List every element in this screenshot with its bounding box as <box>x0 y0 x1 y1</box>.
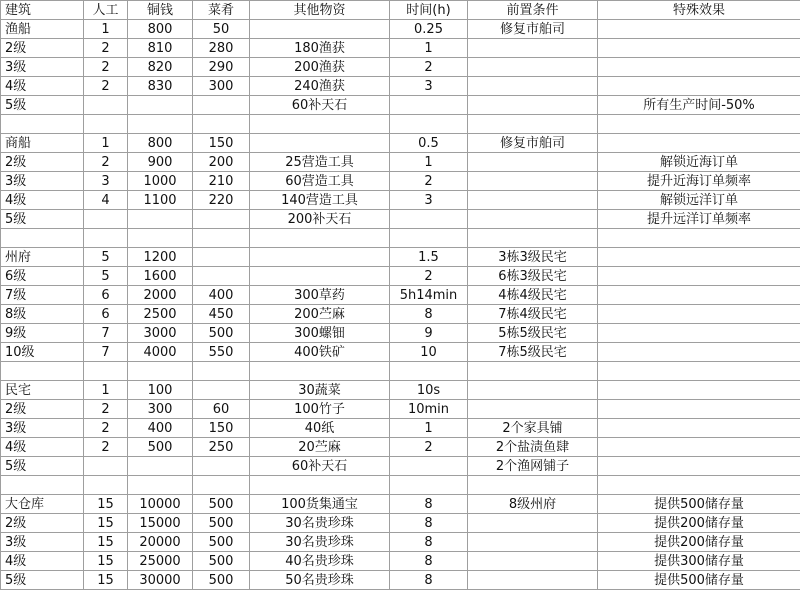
cell-other-materials: 60补天石 <box>250 457 390 476</box>
cell-special-effect <box>598 229 800 248</box>
cell-labor: 1 <box>84 381 128 400</box>
cell-time: 10 <box>390 343 468 362</box>
header-prerequisite: 前置条件 <box>468 1 598 20</box>
cell-prerequisite <box>468 229 598 248</box>
cell-other-materials <box>250 267 390 286</box>
cell-other-materials: 25营造工具 <box>250 153 390 172</box>
table-row <box>1 514 800 533</box>
cell-prerequisite <box>468 115 598 134</box>
cell-copper: 20000 <box>128 533 193 552</box>
table-row <box>1 134 800 153</box>
cell-special-effect <box>598 39 800 58</box>
cell-building: 6级 <box>1 267 84 286</box>
cell-copper: 900 <box>128 153 193 172</box>
cell-time: 5h14min <box>390 286 468 305</box>
cell-special-effect <box>598 305 800 324</box>
cell-copper: 300 <box>128 400 193 419</box>
cell-special-effect <box>598 381 800 400</box>
cell-labor: 7 <box>84 324 128 343</box>
cell-labor: 6 <box>84 305 128 324</box>
cell-other-materials: 40名贵珍珠 <box>250 552 390 571</box>
cell-time: 2 <box>390 58 468 77</box>
cell-labor: 15 <box>84 495 128 514</box>
cell-special-effect: 提升近海订单频率 <box>598 172 800 191</box>
cell-building: 5级 <box>1 571 84 590</box>
cell-special-effect <box>598 362 800 381</box>
cell-prerequisite <box>468 514 598 533</box>
cell-time: 8 <box>390 571 468 590</box>
spacer-row <box>1 476 800 495</box>
cell-time: 2 <box>390 172 468 191</box>
table-row <box>1 248 800 267</box>
cell-copper: 500 <box>128 438 193 457</box>
cell-time: 8 <box>390 552 468 571</box>
table-row <box>1 77 800 96</box>
cell-food: 300 <box>193 77 250 96</box>
cell-copper: 830 <box>128 77 193 96</box>
cell-other-materials: 60补天石 <box>250 96 390 115</box>
cell-food: 450 <box>193 305 250 324</box>
cell-time: 0.5 <box>390 134 468 153</box>
cell-other-materials: 30名贵珍珠 <box>250 533 390 552</box>
cell-building: 4级 <box>1 552 84 571</box>
cell-special-effect: 提供300储存量 <box>598 552 800 571</box>
header-building: 建筑 <box>1 1 84 20</box>
cell-time <box>390 96 468 115</box>
cell-special-effect: 所有生产时间-50% <box>598 96 800 115</box>
cell-building: 7级 <box>1 286 84 305</box>
cell-other-materials: 180渔获 <box>250 39 390 58</box>
cell-prerequisite: 2个家具铺 <box>468 419 598 438</box>
cell-special-effect <box>598 115 800 134</box>
cell-building: 4级 <box>1 77 84 96</box>
cell-food <box>193 115 250 134</box>
cell-time: 8 <box>390 495 468 514</box>
table-row <box>1 400 800 419</box>
cell-prerequisite <box>468 362 598 381</box>
cell-time: 8 <box>390 533 468 552</box>
table-row <box>1 58 800 77</box>
cell-copper <box>128 229 193 248</box>
table-row <box>1 457 800 476</box>
cell-prerequisite: 6栋3级民宅 <box>468 267 598 286</box>
cell-other-materials: 240渔获 <box>250 77 390 96</box>
cell-food <box>193 476 250 495</box>
cell-labor <box>84 210 128 229</box>
cell-labor: 2 <box>84 400 128 419</box>
cell-other-materials <box>250 20 390 39</box>
cell-building <box>1 476 84 495</box>
cell-special-effect: 解锁近海订单 <box>598 153 800 172</box>
cell-prerequisite: 修复市舶司 <box>468 134 598 153</box>
cell-labor: 6 <box>84 286 128 305</box>
cell-copper: 800 <box>128 134 193 153</box>
cell-food: 250 <box>193 438 250 457</box>
cell-building: 4级 <box>1 191 84 210</box>
cell-prerequisite <box>468 381 598 400</box>
cell-labor: 15 <box>84 571 128 590</box>
cell-prerequisite: 7栋4级民宅 <box>468 305 598 324</box>
header-time: 时间(h) <box>390 1 468 20</box>
cell-prerequisite: 4栋4级民宅 <box>468 286 598 305</box>
cell-labor <box>84 476 128 495</box>
cell-prerequisite: 2个渔网铺子 <box>468 457 598 476</box>
cell-labor: 5 <box>84 248 128 267</box>
cell-building <box>1 362 84 381</box>
cell-building: 3级 <box>1 172 84 191</box>
cell-labor: 3 <box>84 172 128 191</box>
table-row <box>1 533 800 552</box>
table-row <box>1 305 800 324</box>
cell-copper: 400 <box>128 419 193 438</box>
cell-other-materials: 60营造工具 <box>250 172 390 191</box>
table-row <box>1 324 800 343</box>
cell-food <box>193 248 250 267</box>
cell-time <box>390 229 468 248</box>
cell-special-effect <box>598 58 800 77</box>
spacer-row <box>1 362 800 381</box>
cell-special-effect <box>598 343 800 362</box>
cell-building: 5级 <box>1 96 84 115</box>
cell-building: 4级 <box>1 438 84 457</box>
cell-building: 10级 <box>1 343 84 362</box>
cell-special-effect <box>598 77 800 96</box>
cell-prerequisite <box>468 533 598 552</box>
table-row <box>1 419 800 438</box>
table-row <box>1 343 800 362</box>
table-row <box>1 210 800 229</box>
cell-building: 8级 <box>1 305 84 324</box>
cell-copper: 1600 <box>128 267 193 286</box>
table-row <box>1 381 800 400</box>
cell-labor <box>84 115 128 134</box>
cell-labor: 15 <box>84 514 128 533</box>
cell-special-effect <box>598 286 800 305</box>
cell-other-materials <box>250 476 390 495</box>
cell-special-effect <box>598 476 800 495</box>
cell-copper: 25000 <box>128 552 193 571</box>
cell-special-effect <box>598 438 800 457</box>
cell-prerequisite: 8级州府 <box>468 495 598 514</box>
cell-food <box>193 381 250 400</box>
cell-special-effect: 提供500储存量 <box>598 571 800 590</box>
cell-food: 50 <box>193 20 250 39</box>
cell-prerequisite <box>468 77 598 96</box>
cell-labor: 2 <box>84 153 128 172</box>
cell-copper: 3000 <box>128 324 193 343</box>
cell-prerequisite <box>468 153 598 172</box>
cell-time <box>390 362 468 381</box>
cell-building: 2级 <box>1 514 84 533</box>
cell-other-materials: 400铁矿 <box>250 343 390 362</box>
cell-time: 8 <box>390 305 468 324</box>
cell-labor: 1 <box>84 134 128 153</box>
cell-prerequisite <box>468 58 598 77</box>
cell-prerequisite <box>468 571 598 590</box>
cell-other-materials: 300螺钿 <box>250 324 390 343</box>
cell-building: 2级 <box>1 400 84 419</box>
cell-prerequisite <box>468 552 598 571</box>
cell-time: 2 <box>390 267 468 286</box>
cell-special-effect <box>598 419 800 438</box>
cell-food <box>193 210 250 229</box>
cell-labor: 1 <box>84 20 128 39</box>
cell-other-materials <box>250 134 390 153</box>
cell-labor: 4 <box>84 191 128 210</box>
cell-prerequisite <box>468 39 598 58</box>
cell-copper <box>128 457 193 476</box>
cell-other-materials: 200苎麻 <box>250 305 390 324</box>
table-row <box>1 20 800 39</box>
cell-special-effect <box>598 457 800 476</box>
cell-copper: 30000 <box>128 571 193 590</box>
cell-labor <box>84 229 128 248</box>
cell-other-materials: 30名贵珍珠 <box>250 514 390 533</box>
cell-time <box>390 457 468 476</box>
cell-food <box>193 362 250 381</box>
cell-labor: 2 <box>84 39 128 58</box>
cell-food: 500 <box>193 552 250 571</box>
cell-building: 3级 <box>1 419 84 438</box>
cell-building: 大仓库 <box>1 495 84 514</box>
table-row <box>1 39 800 58</box>
cell-prerequisite: 3栋3级民宅 <box>468 248 598 267</box>
cell-prerequisite <box>468 400 598 419</box>
cell-building: 3级 <box>1 533 84 552</box>
cell-time: 1.5 <box>390 248 468 267</box>
cell-building: 渔船 <box>1 20 84 39</box>
cell-building: 3级 <box>1 58 84 77</box>
cell-other-materials: 100货集通宝 <box>250 495 390 514</box>
table-row <box>1 438 800 457</box>
cell-time: 10min <box>390 400 468 419</box>
cell-food: 200 <box>193 153 250 172</box>
cell-special-effect <box>598 324 800 343</box>
cell-special-effect <box>598 134 800 153</box>
cell-copper: 1000 <box>128 172 193 191</box>
header-special-effect: 特殊效果 <box>598 1 800 20</box>
table-row <box>1 286 800 305</box>
cell-other-materials: 100竹子 <box>250 400 390 419</box>
cell-labor <box>84 362 128 381</box>
header-row <box>1 1 800 20</box>
cell-other-materials <box>250 115 390 134</box>
header-food: 菜肴 <box>193 1 250 20</box>
cell-labor <box>84 457 128 476</box>
cell-time: 3 <box>390 77 468 96</box>
cell-copper <box>128 362 193 381</box>
cell-labor: 7 <box>84 343 128 362</box>
cell-building <box>1 229 84 248</box>
table-row <box>1 191 800 210</box>
cell-time: 3 <box>390 191 468 210</box>
cell-food <box>193 457 250 476</box>
cell-labor: 2 <box>84 77 128 96</box>
cell-special-effect: 解锁远洋订单 <box>598 191 800 210</box>
cell-other-materials <box>250 248 390 267</box>
cell-other-materials: 40纸 <box>250 419 390 438</box>
cell-copper: 800 <box>128 20 193 39</box>
cell-food: 290 <box>193 58 250 77</box>
cell-prerequisite: 5栋5级民宅 <box>468 324 598 343</box>
cell-copper: 4000 <box>128 343 193 362</box>
spacer-row <box>1 229 800 248</box>
cell-special-effect <box>598 267 800 286</box>
cell-time <box>390 115 468 134</box>
cell-food: 500 <box>193 324 250 343</box>
cell-labor: 2 <box>84 419 128 438</box>
cell-copper <box>128 476 193 495</box>
cell-prerequisite <box>468 476 598 495</box>
cell-food <box>193 229 250 248</box>
cell-copper: 1200 <box>128 248 193 267</box>
cell-copper: 820 <box>128 58 193 77</box>
cell-copper: 2000 <box>128 286 193 305</box>
cell-building: 商船 <box>1 134 84 153</box>
cell-labor: 15 <box>84 552 128 571</box>
cell-copper <box>128 210 193 229</box>
cell-time: 8 <box>390 514 468 533</box>
cell-food: 500 <box>193 514 250 533</box>
cell-special-effect: 提升远洋订单频率 <box>598 210 800 229</box>
cell-labor: 5 <box>84 267 128 286</box>
cell-food: 150 <box>193 419 250 438</box>
cell-food: 220 <box>193 191 250 210</box>
cell-time: 2 <box>390 438 468 457</box>
cell-food: 280 <box>193 39 250 58</box>
cell-special-effect: 提供200储存量 <box>598 514 800 533</box>
table-row <box>1 96 800 115</box>
cell-other-materials: 300草药 <box>250 286 390 305</box>
cell-prerequisite: 修复市舶司 <box>468 20 598 39</box>
header-other-materials: 其他物资 <box>250 1 390 20</box>
cell-labor: 2 <box>84 58 128 77</box>
cell-other-materials: 200补天石 <box>250 210 390 229</box>
cell-prerequisite: 2个盐渍鱼肆 <box>468 438 598 457</box>
cell-time: 1 <box>390 153 468 172</box>
table-row <box>1 495 800 514</box>
cell-other-materials: 20苎麻 <box>250 438 390 457</box>
cell-copper: 100 <box>128 381 193 400</box>
cell-other-materials: 140营造工具 <box>250 191 390 210</box>
cell-special-effect <box>598 20 800 39</box>
header-labor: 人工 <box>84 1 128 20</box>
cell-food: 60 <box>193 400 250 419</box>
cell-building: 民宅 <box>1 381 84 400</box>
cell-time: 10s <box>390 381 468 400</box>
cell-time: 1 <box>390 39 468 58</box>
cell-prerequisite: 7栋5级民宅 <box>468 343 598 362</box>
cell-special-effect: 提供500储存量 <box>598 495 800 514</box>
cell-copper: 2500 <box>128 305 193 324</box>
cell-food: 500 <box>193 571 250 590</box>
cell-time: 1 <box>390 419 468 438</box>
cell-food: 500 <box>193 495 250 514</box>
cell-labor: 2 <box>84 438 128 457</box>
table-row <box>1 172 800 191</box>
cell-building <box>1 115 84 134</box>
cell-food: 210 <box>193 172 250 191</box>
cell-time <box>390 210 468 229</box>
cell-other-materials <box>250 229 390 248</box>
cell-other-materials <box>250 362 390 381</box>
cell-building: 9级 <box>1 324 84 343</box>
cell-copper: 15000 <box>128 514 193 533</box>
cell-prerequisite <box>468 191 598 210</box>
cell-food <box>193 267 250 286</box>
table-row <box>1 552 800 571</box>
cell-other-materials: 200渔获 <box>250 58 390 77</box>
cell-labor: 15 <box>84 533 128 552</box>
cell-time: 9 <box>390 324 468 343</box>
header-copper: 铜钱 <box>128 1 193 20</box>
table-row <box>1 153 800 172</box>
cell-time: 0.25 <box>390 20 468 39</box>
cell-special-effect: 提供200储存量 <box>598 533 800 552</box>
cell-time <box>390 476 468 495</box>
cell-food: 400 <box>193 286 250 305</box>
table-row <box>1 571 800 590</box>
cell-building: 5级 <box>1 457 84 476</box>
cell-copper <box>128 115 193 134</box>
cell-copper: 10000 <box>128 495 193 514</box>
cell-prerequisite <box>468 96 598 115</box>
cell-other-materials: 50名贵珍珠 <box>250 571 390 590</box>
cell-other-materials: 30蔬菜 <box>250 381 390 400</box>
cell-food: 150 <box>193 134 250 153</box>
cell-building: 5级 <box>1 210 84 229</box>
cell-prerequisite <box>468 210 598 229</box>
cell-building: 2级 <box>1 39 84 58</box>
cell-labor <box>84 96 128 115</box>
table-row <box>1 267 800 286</box>
cell-copper <box>128 96 193 115</box>
cell-prerequisite <box>468 172 598 191</box>
cell-building: 2级 <box>1 153 84 172</box>
cell-food <box>193 96 250 115</box>
spacer-row <box>1 115 800 134</box>
cell-special-effect <box>598 248 800 267</box>
cell-food: 500 <box>193 533 250 552</box>
cell-copper: 810 <box>128 39 193 58</box>
cell-food: 550 <box>193 343 250 362</box>
cell-building: 州府 <box>1 248 84 267</box>
cell-special-effect <box>598 400 800 419</box>
cell-copper: 1100 <box>128 191 193 210</box>
